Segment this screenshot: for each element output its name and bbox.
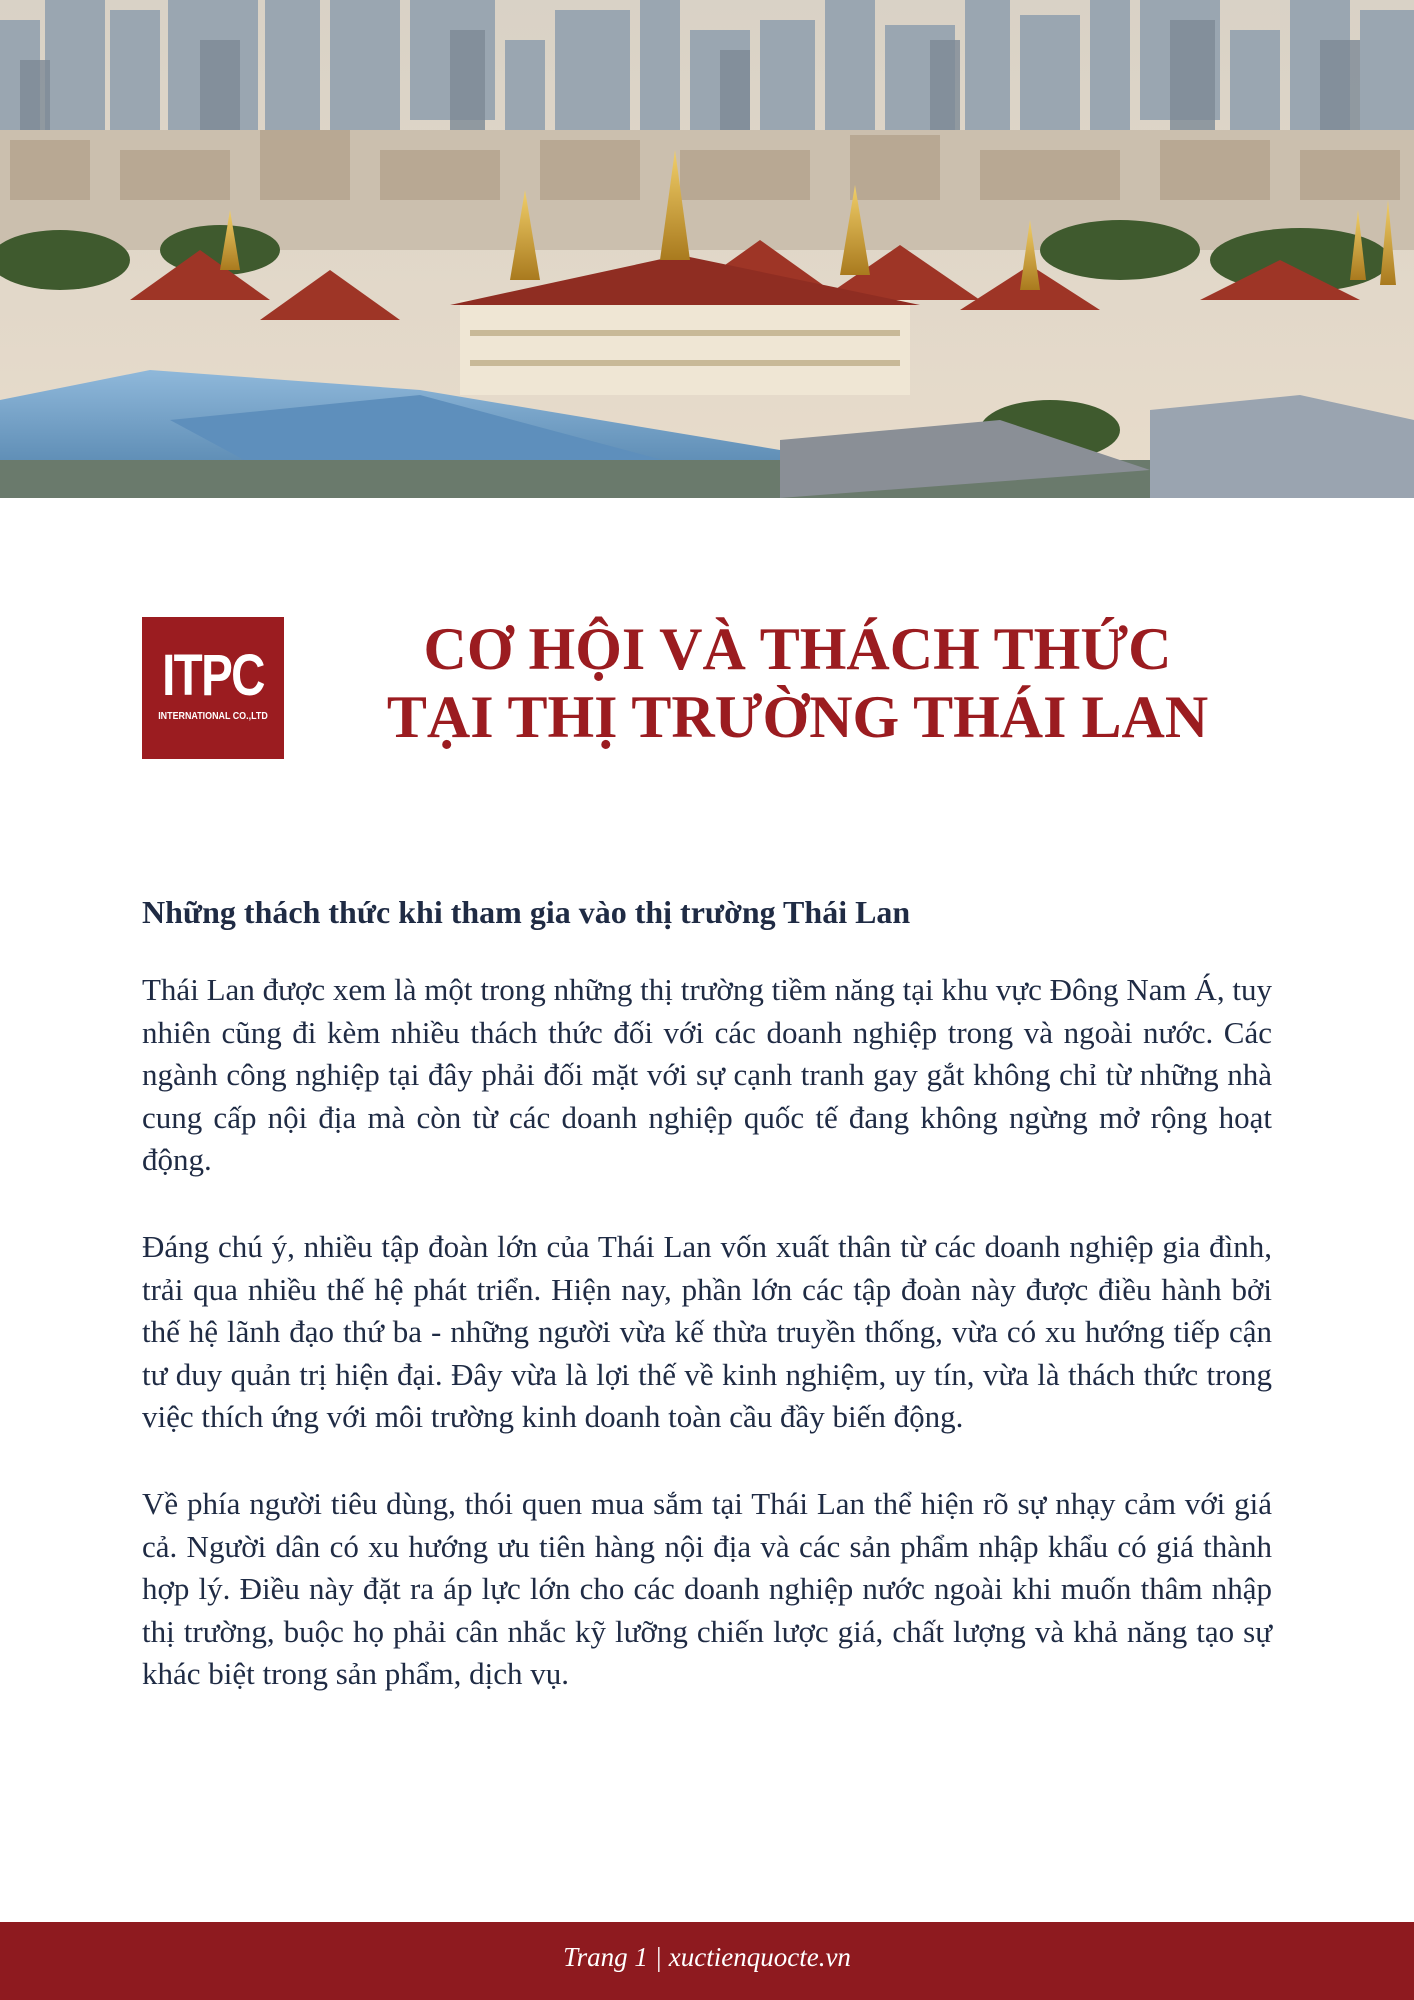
section-heading: Những thách thức khi tham gia vào thị trường Thái Lan: [142, 894, 911, 930]
logo-subtext: INTERNATIONAL CO.,LTD: [158, 710, 268, 722]
paragraph-1: Thái Lan được xem là một trong những thị trường tiềm năng tại khu vực Đông Nam Á, tuy nhiên cũng đi kèm nhiều thách thức đối với các doanh nghiệp trong và ngoài nước. Các ngành công nghiệp tại đây phải đối mặt với sự cạnh tranh gay gắt không chỉ từ những nhà cung cấp nội địa mà còn từ các doanh nghiệp quốc tế đang không ngừng mở rộng hoạt động.: [142, 972, 1272, 1178]
paragraph-2: Đáng chú ý, nhiều tập đoàn lớn của Thái Lan vốn xuất thân từ các doanh nghiệp gia đình, trải qua nhiều thế hệ phát triển. Hiện nay, phần lớn các tập đoàn này được điều hành bởi thế hệ lãnh đạo thứ ba - những người vừa kế thừa truyền thống, vừa có xu hướng tiếp cận tư duy quản trị hiện đại. Đây vừa là lợi thế về kinh nghiệm, uy tín, vừa là thách thức trong việc thích ứng với môi trường kinh doanh toàn cầu đầy biến động.: [142, 1228, 1272, 1435]
hero-cityscape-image: [0, 0, 1414, 498]
itpc-logo: [142, 617, 284, 759]
title-line-2: TẠI THỊ TRƯỜNG THÁI LAN: [386, 684, 1209, 750]
cityscape-photo-icon: [0, 0, 1414, 498]
page-title: [340, 615, 1255, 751]
logo-text: ITPC: [162, 643, 264, 708]
article-body: [142, 892, 1272, 1740]
title-line-1: CƠ HỘI VÀ THÁCH THỨC: [423, 616, 1172, 682]
paragraph-3: Về phía người tiêu dùng, thói quen mua sắm tại Thái Lan thể hiện rõ sự nhạy cảm với giá cả. Người dân có xu hướng ưu tiên hàng nội địa và các sản phẩm nhập khẩu có giá thành hợp lý. Điều này đặt ra áp lực lớn cho các doanh nghiệp nước ngoài khi muốn thâm nhập thị trường, buộc họ phải cân nhắc kỹ lưỡng chiến lược giá, chất lượng và khả năng tạo sự khác biệt trong sản phẩm, dịch vụ.: [142, 1485, 1272, 1692]
page-footer: [0, 1922, 1414, 2000]
footer-page-info: Trang 1 | xuctienquocte.vn: [563, 1942, 851, 1972]
